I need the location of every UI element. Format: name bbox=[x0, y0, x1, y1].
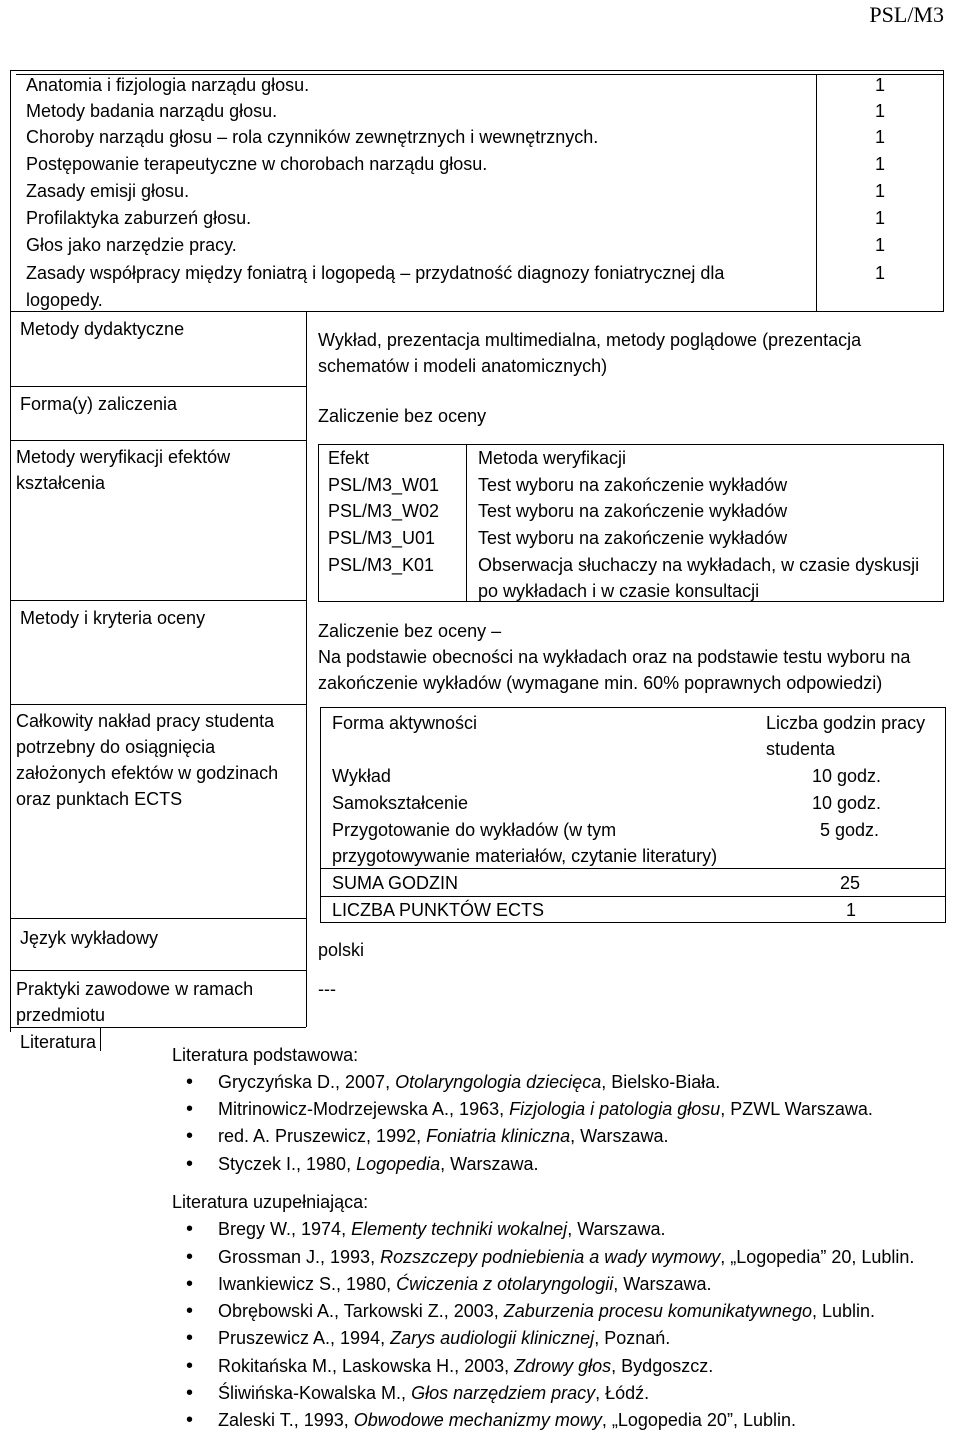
verification-row-2-effect: PSL/M3_W02 bbox=[328, 501, 440, 521]
topic-6-title: Profilaktyka zaburzeń głosu. bbox=[26, 208, 252, 228]
literature-extra-heading: Literatura uzupełniająca: bbox=[172, 1192, 369, 1212]
literature-basic-item: • Gryczyńska D., 2007, Otolaryngologia dziecięca, Bielsko-Biała. bbox=[172, 1071, 720, 1093]
literature-basic-item: • red. A. Pruszewicz, 1992, Foniatria kliniczna, Warszawa. bbox=[172, 1125, 669, 1147]
language-label: Język wykładowy bbox=[20, 928, 159, 948]
workload-label-line2: potrzebny do osiągnięcia bbox=[16, 737, 216, 757]
verification-col-method: Metoda weryfikacji bbox=[478, 448, 627, 468]
criteria-line2: Na podstawie obecności na wykładach oraz na podstawie testu wyboru na bbox=[318, 647, 911, 667]
workload-total-label: SUMA GODZIN bbox=[332, 873, 459, 893]
methods-value-line2: schematów i modeli anatomicznych) bbox=[318, 356, 608, 376]
topic-4-title: Postępowanie terapeutyczne w chorobach narządu głosu. bbox=[26, 154, 488, 174]
topic-8-hours: 1 bbox=[874, 263, 885, 283]
workload-label-line3: założonych efektów w godzinach bbox=[16, 763, 279, 783]
practice-label-line1: Praktyki zawodowe w ramach bbox=[16, 979, 254, 999]
verification-row-1-effect: PSL/M3_W01 bbox=[328, 475, 440, 495]
literature-extra-item: • Bregy W., 1974, Elementy techniki wokalnej, Warszawa. bbox=[172, 1218, 666, 1240]
verification-table bbox=[318, 444, 944, 602]
criteria-line1: Zaliczenie bez oceny – bbox=[318, 621, 502, 641]
verification-row-4-effect: PSL/M3_K01 bbox=[328, 555, 435, 575]
criteria-label: Metody i kryteria oceny bbox=[20, 608, 206, 628]
workload-row-2-hours: 10 godz. bbox=[812, 793, 882, 813]
workload-row-1-activity: Wykład bbox=[332, 766, 391, 786]
literature-extra-item: • Obrębowski A., Tarkowski Z., 2003, Zaburzenia procesu komunikatywnego, Lublin. bbox=[172, 1300, 875, 1322]
literature-extra-item: • Iwankiewicz S., 1980, Ćwiczenia z otolaryngologii, Warszawa. bbox=[172, 1273, 712, 1295]
workload-row-2-activity: Samokształcenie bbox=[332, 793, 469, 813]
verification-row-1-method: Test wyboru na zakończenie wykładów bbox=[478, 475, 788, 495]
workload-label-line4: oraz punktach ECTS bbox=[16, 789, 183, 809]
topic-3-title: Choroby narządu głosu – rola czynników zewnętrznych i wewnętrznych. bbox=[26, 127, 599, 147]
methods-value-line1: Wykład, prezentacja multimedialna, metody poglądowe (prezentacja bbox=[318, 330, 862, 350]
assessment-form-value: Zaliczenie bez oceny bbox=[318, 406, 487, 426]
topic-5-hours: 1 bbox=[874, 181, 885, 201]
topic-7-title: Głos jako narzędzie pracy. bbox=[26, 235, 237, 255]
topic-2-title: Metody badania narządu głosu. bbox=[26, 101, 278, 121]
verification-row-4-method: Obserwacja słuchaczy na wykładach, w czasie dyskusji bbox=[478, 555, 920, 575]
workload-ects-value: 1 bbox=[846, 900, 857, 920]
literature-basic-item: • Styczek I., 1980, Logopedia, Warszawa. bbox=[172, 1153, 539, 1175]
literature-extra-item: • Zaleski T., 1993, Obwodowe mechanizmy mowy, „Logopedia 20”, Lublin. bbox=[172, 1409, 796, 1431]
document-code: PSL/M3 bbox=[869, 2, 944, 27]
workload-row-3-activity-cont: przygotowywanie materiałów, czytanie literatury) bbox=[332, 846, 718, 866]
workload-col-hours-line2: studenta bbox=[766, 739, 836, 759]
topic-8-title: Zasady współpracy między foniatrą i logopedą – przydatność diagnozy foniatrycznej dla bbox=[26, 263, 725, 283]
workload-row-1-hours: 10 godz. bbox=[812, 766, 882, 786]
topic-3-hours: 1 bbox=[874, 127, 885, 147]
workload-ects-label: LICZBA PUNKTÓW ECTS bbox=[332, 900, 545, 920]
assessment-form-label: Forma(y) zaliczenia bbox=[20, 394, 178, 414]
practice-value: --- bbox=[318, 979, 336, 999]
workload-col-hours-line1: Liczba godzin pracy bbox=[766, 713, 926, 733]
methods-label: Metody dydaktyczne bbox=[20, 319, 185, 339]
topic-1-title: Anatomia i fizjologia narządu głosu. bbox=[26, 75, 310, 95]
topic-7-hours: 1 bbox=[874, 235, 885, 255]
literature-extra-item: • Grossman J., 1993, Rozszczepy podniebienia a wady wymowy, „Logopedia” 20, Lublin. bbox=[172, 1246, 914, 1268]
practice-label-line2: przedmiotu bbox=[16, 1005, 106, 1025]
workload-total-value: 25 bbox=[840, 873, 861, 893]
literature-extra-item: • Rokitańska M., Laskowska H., 2003, Zdrowy głos, Bydgoszcz. bbox=[172, 1355, 713, 1377]
topic-6-hours: 1 bbox=[874, 208, 885, 228]
verification-label-line1: Metody weryfikacji efektów bbox=[16, 447, 231, 467]
verification-row-3-effect: PSL/M3_U01 bbox=[328, 528, 436, 548]
language-value: polski bbox=[318, 940, 365, 960]
literature-basic-item: • Mitrinowicz-Modrzejewska A., 1963, Fizjologia i patologia głosu, PZWL Warszawa. bbox=[172, 1098, 873, 1120]
topic-5-title: Zasady emisji głosu. bbox=[26, 181, 190, 201]
verification-col-effect: Efekt bbox=[328, 448, 370, 468]
workload-row-3-hours: 5 godz. bbox=[820, 820, 880, 840]
verification-row-2-method: Test wyboru na zakończenie wykładów bbox=[478, 501, 788, 521]
criteria-line3: zakończenie wykładów (wymagane min. 60% poprawnych odpowiedzi) bbox=[318, 673, 883, 693]
topic-8-title-cont: logopedy. bbox=[26, 290, 103, 310]
literature-basic-heading: Literatura podstawowa: bbox=[172, 1045, 359, 1065]
verification-row-4-method-cont: po wykładach i w czasie konsultacji bbox=[478, 581, 760, 601]
topic-2-hours: 1 bbox=[874, 101, 885, 121]
workload-row-3-activity: Przygotowanie do wykładów (w tym bbox=[332, 820, 617, 840]
literature-label: Literatura bbox=[20, 1032, 97, 1052]
verification-row-3-method: Test wyboru na zakończenie wykładów bbox=[478, 528, 788, 548]
literature-extra-item: • Śliwińska-Kowalska M., Głos narzędziem pracy, Łódź. bbox=[172, 1382, 649, 1404]
verification-label-line2: kształcenia bbox=[16, 473, 106, 493]
workload-col-activity: Forma aktywności bbox=[332, 713, 478, 733]
literature-extra-item: • Pruszewicz A., 1994, Zarys audiologii klinicznej, Poznań. bbox=[172, 1327, 670, 1349]
workload-label-line1: Całkowity nakład pracy studenta bbox=[16, 711, 275, 731]
topic-1-hours: 1 bbox=[874, 75, 885, 95]
topic-4-hours: 1 bbox=[874, 154, 885, 174]
